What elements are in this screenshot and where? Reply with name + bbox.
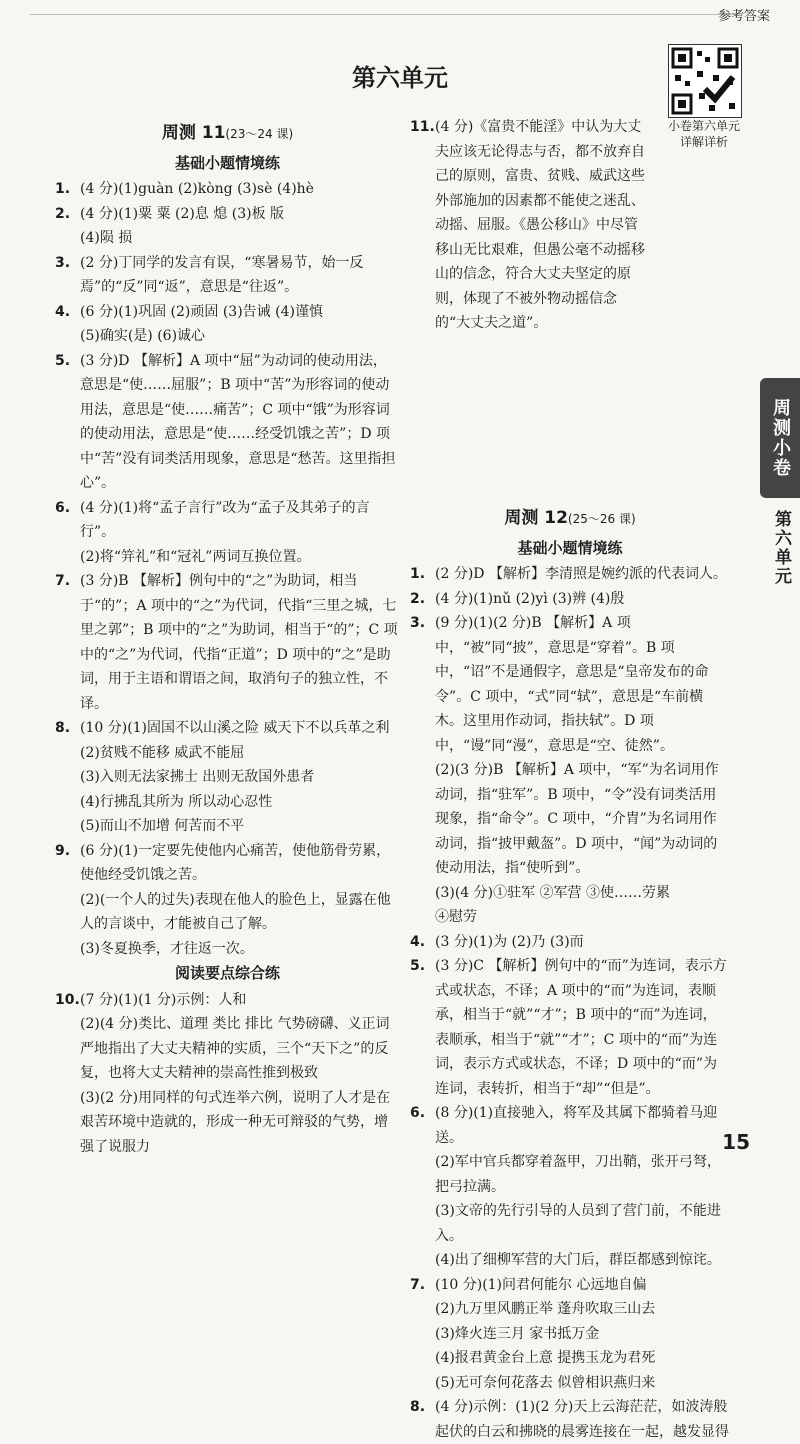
week11-heading bbox=[55, 121, 400, 147]
week12-item-3: 3. (9 分)(1)(2 分)B 【解析】A 项中，“被”同“披”，意思是“穿着”。B 项中，“诏”不是通假字，意思是“皇帝发布的命令”。C 项中，“式”同“轼”，意思是“车前横木。这里用作动词，指扶轼”。D 项中，“谩”同“漫”，意思是“空、徒然”。 (2)(3 分)B 【解析】A 项中，“军”为名词用作动词，指“驻军”。B 项中，“令”没有词类活用现象，指“命令”。C 项中，“介胄”为名词用作动词，指“披甲戴盔”。D 项中，“闻”为动词的使动用法，指“使听到”。 (3)(4 分)①驻军 ②军营 ③使……劳累 ④慰劳 bbox=[410, 615, 719, 925]
week11-item-7: 7. (3 分)B 【解析】例句中的“之”为助词，相当于“的”；A 项中的“之”为代词，代指“三里之城，七里之郭”；B 项中的“之”为助词，相当于“的”；C 项中的“之”为代词，代指“正道”；D 项中的“之”是助词，用于主语和谓语之间，取消句子的独立性，不译。 bbox=[55, 573, 398, 712]
week11-title: 周测 11 bbox=[161, 123, 226, 143]
week12-item-5: 5. (3 分)C 【解析】例句中的“而”为连词，表示方式或状态，不译；A 项中的“而”为连词，表顺承，相当于“就”“才”；B 项中的“而”为连词，表顺承，相当于“就”“才”；C 项中的“而”为连词，表示方式或状态，不译；D 项中的“而”为连词，表转折，相当于“却”“但是”。 bbox=[410, 958, 727, 1097]
side-tab-label: 周测小卷 bbox=[770, 398, 791, 478]
week11-item-2: 2. (4 分)(1)粟 粟 (2)息 熄 (3)板 版 (4)陨 损 bbox=[55, 205, 285, 246]
unit-title: 第六单元 bbox=[352, 64, 448, 92]
week12-heading bbox=[410, 506, 730, 532]
side-unit-label: 第六单元 bbox=[771, 510, 791, 586]
top-bar bbox=[0, 0, 800, 26]
week11-item-3: 3. (2 分)丁同学的发言有误，“寒暑易节，始一反焉”的“反”同“返”，意思是“往返”。 bbox=[55, 254, 364, 295]
week12-title: 周测 12 bbox=[504, 508, 568, 528]
qr-caption-line-1: 小卷第六单元 bbox=[667, 119, 740, 133]
qr-code-graphic bbox=[669, 45, 741, 117]
week11-item-11: 11. (4 分)《富贵不能淫》中认为大丈夫应该无论得志与否，都不放弃自己的原则，富贵、贫贱、威武这些外部施加的因素都不能使之迷乱、动摇、屈服。《愚公移山》中尽管移山无比艰难，但愚公毫不动摇移山的信念，符合大丈夫坚定的原则，体现了不被外物动摇信念的“大丈夫之道”。 bbox=[410, 119, 645, 331]
week11-section-reading: 阅读要点综合练 bbox=[174, 964, 280, 982]
week11-item-10: 10. (7 分)(1)(1 分)示例：人和 (2)(4 分)类比、道理 类比 排比 气势磅礴、义正词严地指出了大丈夫精神的实质，三个“天下之”的反复，也将大丈夫精神的崇高性推到极致 (3)(2 分)用同样的句式连举六例，说明了人才是在艰苦环境中造就的，形成一种无可辩驳的气势，增强了说服力 bbox=[55, 991, 391, 1155]
week11-item-1: 1. (4 分)(1)guàn (2)kòng (3)sè (4)hè bbox=[55, 181, 314, 197]
right-column-top bbox=[410, 115, 650, 336]
week12-item-1: 1. (2 分)D 【解析】李清照是婉约派的代表词人。 bbox=[410, 566, 727, 582]
week11-item-6: 6. (4 分)(1)将“孟子言行”改为“孟子及其弟子的言行”。 (2)将“笄礼”和“冠礼”两词互换位置。 bbox=[55, 499, 370, 565]
week12-lessons: (25～26 课) bbox=[567, 512, 636, 526]
left-column bbox=[55, 115, 400, 1159]
week11-item-8: 8. (10 分)(1)固国不以山溪之险 威天下不以兵革之利 (2)贫贱不能移 威武不能屈 (3)入则无法家拂士 出则无敌国外患者 (4)行拂乱其所为 所以动心忍性 (5)而山不加增 何苦而不平 bbox=[55, 720, 390, 834]
week11-item-9: 9. (6 分)(1)一定要先使他内心痛苦，使他筋骨劳累，使他经受饥饿之苦。 (2)(一个人的过失)表现在他人的脸色上，显露在他人的言谈中，才能被自己了解。 (3)冬夏换季，才往返一次。 bbox=[55, 842, 391, 957]
qr-code-icon[interactable] bbox=[668, 44, 742, 118]
week12-item-8: 8. (4 分)示例：(1)(2 分)天上云海茫茫，如波涛般起伏的白云和拂晓的晨雾连接在一起，越发显得 bbox=[410, 1399, 729, 1440]
week11-item-4: 4. (6 分)(1)巩固 (2)顽固 (3)告诫 (4)谨慎 (5)确实(是) (6)诚心 bbox=[55, 303, 323, 344]
header-rule bbox=[30, 14, 740, 15]
side-tab bbox=[760, 378, 800, 498]
page-number: 15 bbox=[722, 1130, 750, 1154]
week11-item-5: 5. (3 分)D 【解析】A 项中“屈”为动词的使动用法，意思是“使……屈服”；B 项中“苦”为形容词的使动用法，意思是“使……痛苦”；C 项中“饿”为形容词的使动用法，意思是“使……经受饥饿之苦”；D 项中“苦”没有词类活用现象，意思是“愁苦。这里指担心”。 bbox=[55, 352, 396, 491]
qr-caption bbox=[652, 118, 756, 150]
qr-caption-line-2: 详解详析 bbox=[679, 135, 728, 149]
week11-section-basic: 基础小题情境练 bbox=[174, 153, 280, 172]
right-column bbox=[410, 500, 730, 1444]
week12-item-6: 6. (8 分)(1)直接驰入，将军及其属下都骑着马迎送。 (2)军中官兵都穿着盔甲，刀出鞘，张开弓弩，把弓拉满。 (3)文帝的先行引导的人员到了营门前，不能进入。 (4)出了细柳军营的大门后，群臣都感到惊诧。 bbox=[410, 1105, 721, 1268]
week12-item-4: 4. (3 分)(1)为 (2)乃 (3)而 bbox=[410, 933, 584, 950]
week12-section-basic: 基础小题情境练 bbox=[517, 538, 623, 557]
week11-lessons: (23～24 课) bbox=[225, 127, 294, 141]
week12-item-2: 2. (4 分)(1)nǔ (2)yì (3)辨 (4)殷 bbox=[410, 590, 625, 607]
answer-label: 参考答案 bbox=[717, 9, 770, 24]
week12-item-7: 7. (10 分)(1)问君何能尔 心远地自偏 (2)九万里风鹏正举 蓬舟吹取三山去 (3)烽火连三月 家书抵万金 (4)报君黄金台上意 提携玉龙为君死 (5)无可奈何花落去 似曾相识燕归来 bbox=[410, 1276, 656, 1391]
